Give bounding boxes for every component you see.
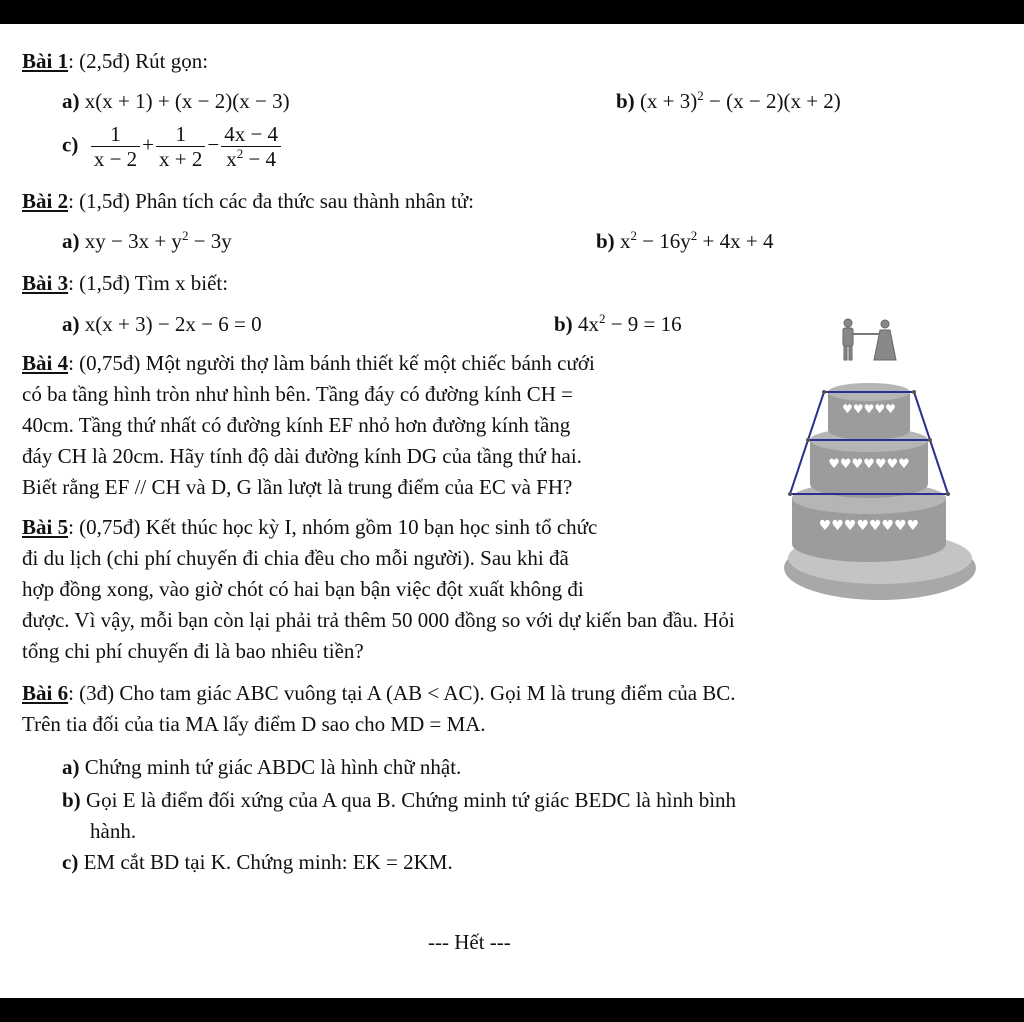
numerator: 4x − 4 [221,122,281,147]
exercise-5-line-5: tổng chi phí chuyến đi là bao nhiêu tiền? [22,639,364,663]
exponent: 2 [690,228,698,243]
exponent: 2 [697,88,704,103]
exercise-6-title: Bài 6 [22,681,69,705]
denominator-part: − 4 [243,147,277,171]
exercise-3a [62,311,262,337]
denominator: x + 2 [159,147,203,171]
wedding-cake-illustration [780,318,978,608]
expression: x(x + 3) − 2x − 6 = 0 [84,312,262,336]
item-label: b) [596,229,615,253]
item-label: a) [62,755,80,779]
expression: x(x + 1) + (x − 2)(x − 3) [84,89,290,113]
numerator: 1 [156,122,205,147]
item-label: b) [554,312,573,336]
exercise-1c [62,122,283,171]
exercise-6c [62,849,453,875]
exercise-1-title: Bài 1 [22,49,69,73]
exercise-5-line-1 [22,514,597,540]
item-text: Chứng minh tứ giác ABDC là hình chữ nhật. [84,755,462,779]
exercise-5-text: : (0,75đ) Kết thúc học kỳ I, nhóm gồm 10 bạn học sinh tổ chức [68,515,598,539]
operator: + [142,132,155,157]
exercise-4-line-2: có ba tầng hình tròn như hình bên. Tầng đáy có đường kính CH = [22,382,573,406]
exponent: 2 [236,146,244,161]
exercise-5-line-4: được. Vì vậy, mỗi bạn còn lại phải trả thêm 50 000 đồng so với dự kiến ban đầu. Hỏi [22,608,735,632]
exercise-6-line-2: Trên tia đối của tia MA lấy điểm D sao cho MD = MA. [22,712,486,736]
exercise-6b-continued: hành. [90,819,137,843]
item-label: a) [62,89,80,113]
exponent: 2 [598,311,606,326]
exercise-2-heading [22,188,474,214]
item-label: c) [62,850,79,874]
exercise-4-line-3: 40cm. Tầng thứ nhất có đường kính EF nhỏ hơn đường kính tầng [22,413,571,437]
exercise-3-title: Bài 3 [22,271,69,295]
item-label: b) [616,89,635,113]
exercise-5-title: Bài 5 [22,515,69,539]
fraction-3 [221,122,281,171]
exercise-6-line-1 [22,680,736,706]
expression: (x + 3) [639,89,698,113]
expression: − (x − 2)(x + 2) [703,89,841,113]
exercise-4-line-5: Biết rằng EF // CH và D, G lần lượt là trung điểm của EC và FH? [22,475,573,499]
exercise-3b [554,311,682,337]
numerator: 1 [91,122,140,147]
item-label: b) [62,788,81,812]
exercise-1-heading [22,48,208,74]
fraction-2 [156,122,205,171]
item-text: EM cắt BD tại K. Chứng minh: EK = 2KM. [83,850,453,874]
hearts-decoration-icon: ♥♥♥♥♥♥♥ [828,457,910,472]
exercise-2-text: : (1,5đ) Phân tích các đa thức sau thành nhân tử: [68,189,474,213]
denominator: x − 2 [93,147,138,171]
operator: − [207,132,220,157]
exercise-5-line-3: hợp đồng xong, vào giờ chót có hai bạn bận việc đột xuất không đi [22,577,584,601]
exponent: 2 [630,228,637,243]
exercise-4-text: : (0,75đ) Một người thợ làm bánh thiết kế một chiếc bánh cưới [68,351,595,375]
expression: − 3y [188,229,232,253]
exercise-4-line-1 [22,350,595,376]
item-label: a) [62,312,80,336]
exercise-5-line-2: đi du lịch (chi phí chuyến đi chia đều cho mỗi người). Sau khi đã [22,546,569,570]
exercise-6-text: : (3đ) Cho tam giác ABC vuông tại A (AB < AC). Gọi M là trung điểm của BC. [68,681,736,705]
fraction-1 [91,122,140,171]
exercise-2-title: Bài 2 [22,189,69,213]
expression: x [619,229,631,253]
exam-sheet [0,24,1024,998]
exercise-6b [62,787,736,813]
hearts-decoration-icon: ♥♥♥♥♥♥♥♥ [818,518,920,534]
exercise-4-line-4: đáy CH là 20cm. Hãy tính độ dài đường kính DG của tầng thứ hai. [22,444,582,468]
exponent: 2 [181,228,189,243]
denominator [221,147,281,171]
couple-topper-icon [843,319,896,360]
end-marker: --- Hết --- [428,930,511,954]
hearts-decoration-icon: ♥♥♥♥♥ [842,402,896,416]
exercise-1a [62,88,290,114]
exercise-1b [616,88,841,114]
expression: − 9 = 16 [605,312,682,336]
exercise-6a [62,754,461,780]
expression: 4x [577,312,599,336]
exercise-2b [596,228,773,254]
item-label: c) [62,132,79,157]
denominator-part: x [226,147,237,171]
expression: − 16y [636,229,691,253]
expression: xy − 3x + y [84,229,182,253]
exercise-2a [62,228,232,254]
exercise-3-heading [22,270,228,296]
exercise-3-text: : (1,5đ) Tìm x biết: [68,271,229,295]
exercise-1-text: : (2,5đ) Rút gọn: [68,49,209,73]
cake-top-tier-front [828,420,910,440]
expression: + 4x + 4 [697,229,774,253]
item-label: a) [62,229,80,253]
item-text: Gọi E là điểm đối xứng của A qua B. Chứng minh tứ giác BEDC là hình bình [85,788,737,812]
exercise-4-title: Bài 4 [22,351,69,375]
